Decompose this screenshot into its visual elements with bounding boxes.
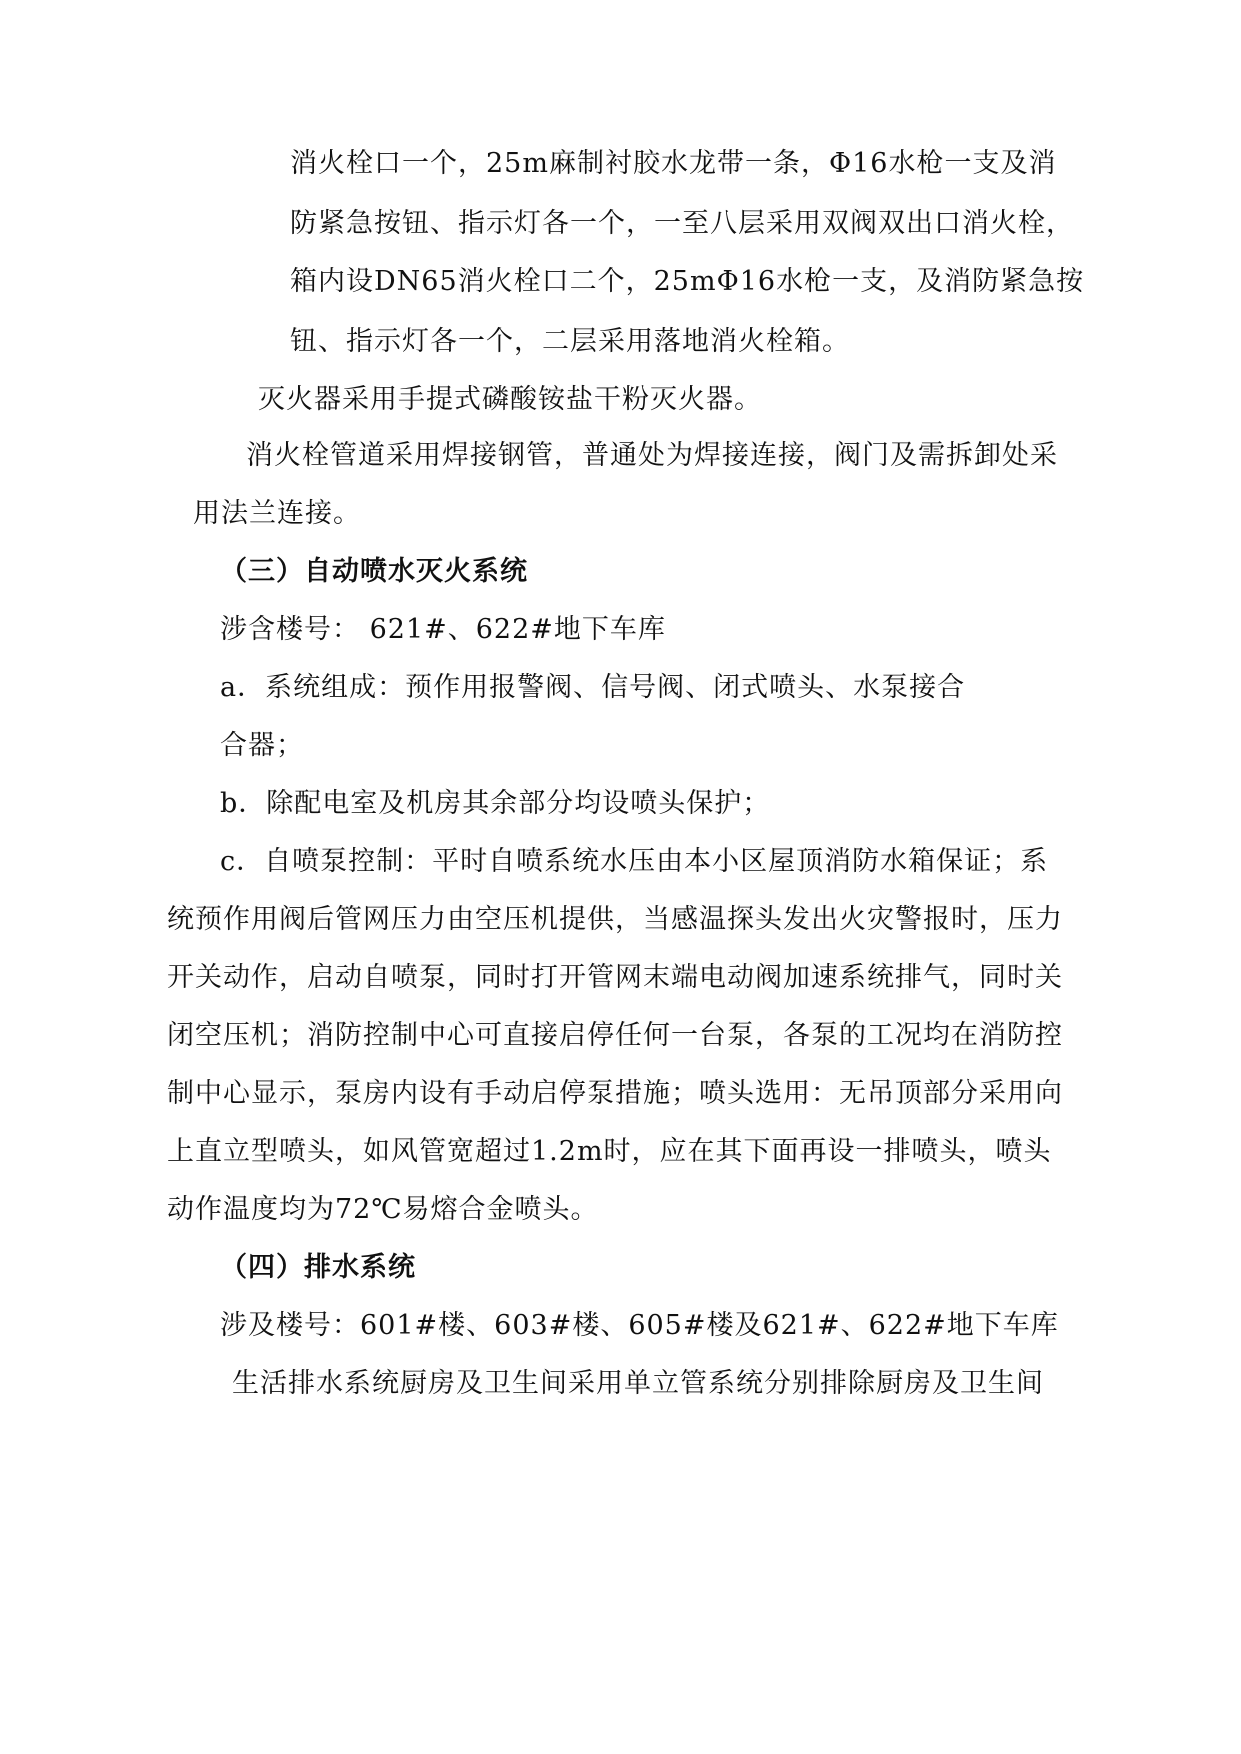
- pipe-line-2: 用法兰连接。: [193, 498, 361, 529]
- section3-item-a-line-1: a．系统组成：预作用报警阀、信号阀、闭式喷头、水泵接合: [220, 672, 966, 703]
- section3-item-c-line-2: 统预作用阀后管网压力由空压机提供，当感温探头发出火灾警报时，压力: [167, 904, 1063, 935]
- hydrant-line-4: 钮、指示灯各一个，二层采用落地消火栓箱。: [290, 326, 850, 357]
- section3-item-c-line-6: 上直立型喷头，如风管宽超过1.2m时，应在其下面再设一排喷头，喷头: [167, 1136, 1052, 1167]
- section3-item-b: b．除配电室及机房其余部分均设喷头保护；: [220, 788, 771, 819]
- extinguisher-line: 灭火器采用手提式磷酸铵盐干粉灭火器。: [258, 384, 762, 415]
- section3-item-c-line-1: c．自喷泵控制：平时自喷系统水压由本小区屋顶消防水箱保证；系: [220, 846, 1049, 877]
- hydrant-line-2: 防紧急按钮、指示灯各一个，一至八层采用双阀双出口消火栓，: [290, 208, 1074, 239]
- section3-item-c-line-4: 闭空压机；消防控制中心可直接启停任何一台泵，各泵的工况均在消防控: [167, 1020, 1063, 1051]
- pipe-line-1: 消火栓管道采用焊接钢管，普通处为焊接连接，阀门及需拆卸处采: [246, 440, 1058, 471]
- section3-heading: （三）自动喷水灭火系统: [220, 556, 528, 587]
- hydrant-line-1: 消火栓口一个，25m麻制衬胶水龙带一条，Φ16水枪一支及消: [290, 148, 1057, 179]
- section4-drainage-line: 生活排水系统厨房及卫生间采用单立管系统分别排除厨房及卫生间: [232, 1368, 1044, 1399]
- section3-item-c-line-5: 制中心显示，泵房内设有手动启停泵措施；喷头选用：无吊顶部分采用向: [167, 1078, 1063, 1109]
- section3-buildings: 涉含楼号： 621#、622#地下车库: [220, 614, 666, 645]
- hydrant-line-3: 箱内设DN65消火栓口二个，25mΦ16水枪一支，及消防紧急按: [290, 266, 1085, 297]
- section4-heading: （四）排水系统: [220, 1252, 416, 1283]
- section3-item-a-line-2: 合器；: [220, 730, 304, 761]
- section4-buildings: 涉及楼号：601#楼、603#楼、605#楼及621#、622#地下车库: [220, 1310, 1059, 1341]
- section3-item-c-line-3: 开关动作，启动自喷泵，同时打开管网末端电动阀加速系统排气，同时关: [167, 962, 1063, 993]
- section3-item-c-line-7: 动作温度均为72℃易熔合金喷头。: [167, 1194, 599, 1225]
